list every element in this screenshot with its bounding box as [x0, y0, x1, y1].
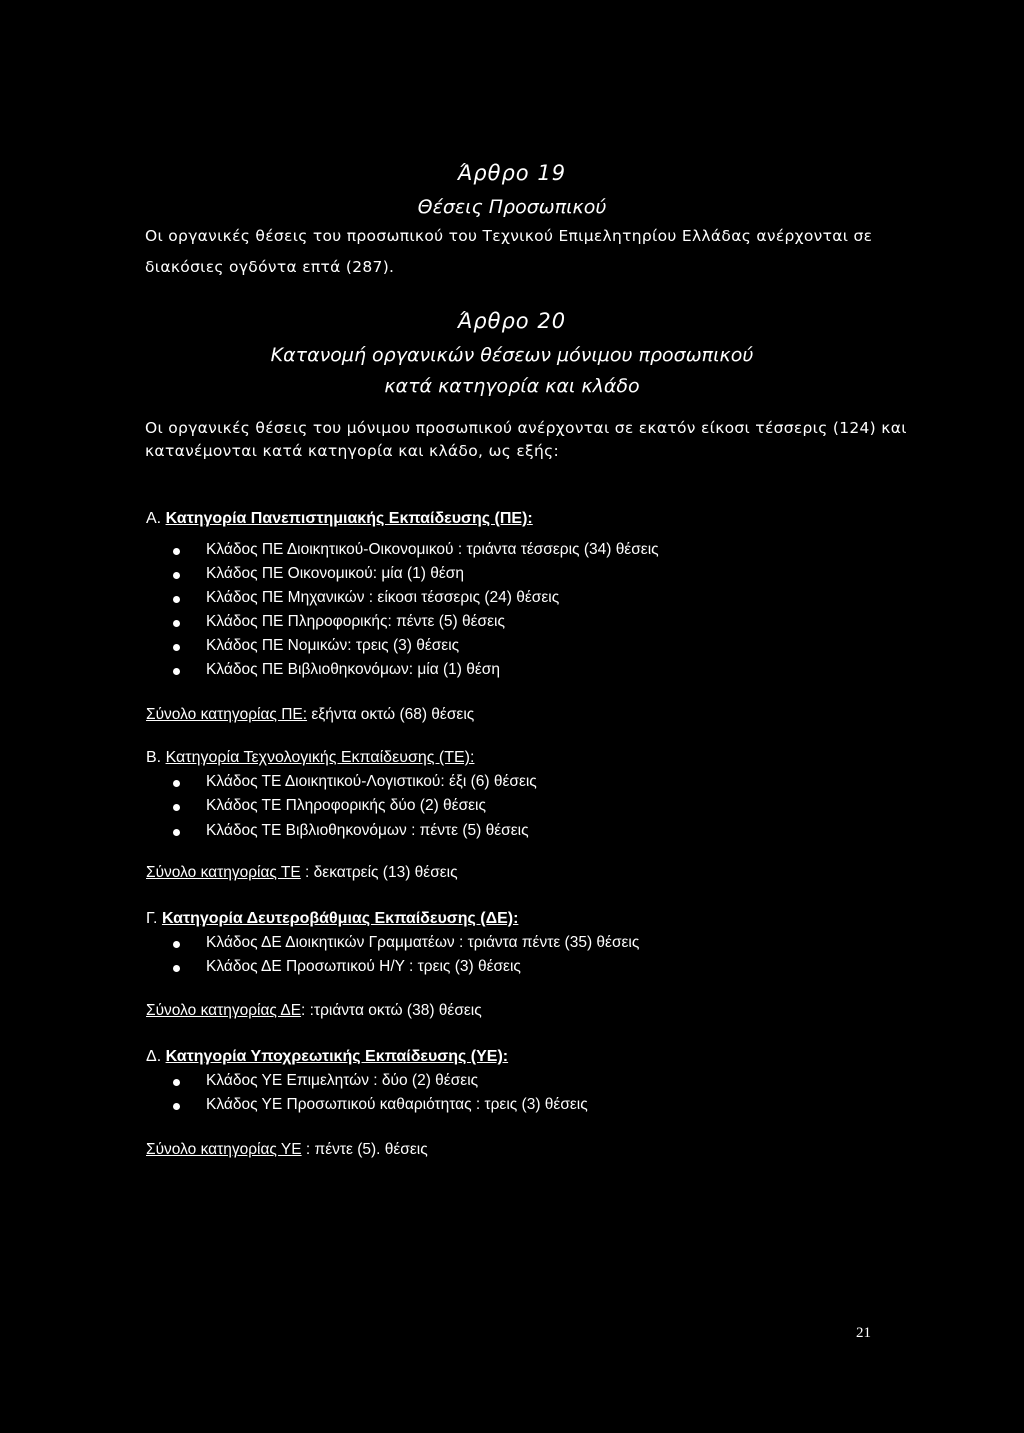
category-de-total	[146, 1002, 482, 1020]
category-de-prefix: Γ.	[146, 910, 162, 927]
category-te-prefix: Β.	[146, 749, 166, 766]
category-ye-total	[146, 1141, 428, 1159]
category-pe-prefix: Α.	[146, 510, 166, 527]
list-item: Κλάδος ΔΕ Προσωπικού Η/Υ : τρεις (3) θέσεις	[206, 958, 521, 975]
category-de-heading	[146, 910, 518, 928]
article-19-title: Άρθρο 19	[457, 161, 567, 185]
category-pe-total-label: Σύνολο κατηγορίας ΠΕ:	[146, 706, 308, 723]
list-item: Κλάδος ΠΕ Οικονομικού: μία (1) θέση	[206, 565, 464, 582]
category-ye-title: Κατηγορία Υποχρεωτικής Εκπαίδευσης (ΥΕ):	[165, 1048, 509, 1065]
article-20-subtitle-line2: κατά κατηγορία και κλάδο	[384, 375, 640, 397]
bullet-icon	[173, 668, 180, 675]
article-20-subtitle-line1: Κατανομή οργανικών θέσεων μόνιμου προσωπικού	[270, 344, 754, 366]
list-item: Κλάδος ΥΕ Προσωπικού καθαριότητας : τρεις (3) θέσεις	[206, 1096, 588, 1113]
article-20-paragraph-line1: Οι οργανικές θέσεις του μόνιμου προσωπικού ανέρχονται σε εκατόν είκοσι τέσσερις (124) και	[145, 419, 907, 437]
bullet-icon	[173, 620, 180, 627]
bullet-icon	[173, 596, 180, 603]
bullet-icon	[173, 780, 180, 787]
category-pe-total-value: εξήντα οκτώ (68) θέσεις	[307, 706, 475, 723]
category-de-total-value: : :τριάντα οκτώ (38) θέσεις	[301, 1002, 482, 1019]
bullet-icon	[173, 965, 180, 972]
list-item: Κλάδος ΤΕ Πληροφορικής δύο (2) θέσεις	[206, 797, 486, 814]
category-de-title: Κατηγορία Δευτεροβάθμιας Εκπαίδευσης (ΔΕ):	[161, 910, 519, 927]
list-item: Κλάδος ΠΕ Μηχανικών : είκοσι τέσσερις (24) θέσεις	[206, 589, 560, 606]
list-item: Κλάδος ΠΕ Νομικών: τρεις (3) θέσεις	[206, 637, 460, 654]
category-pe-total	[146, 706, 474, 724]
page-number: 21	[856, 1325, 871, 1341]
category-ye-prefix: Δ.	[146, 1048, 166, 1065]
category-pe-title: Κατηγορία Πανεπιστημιακής Εκπαίδευσης (ΠΕ):	[165, 510, 533, 527]
bullet-icon	[173, 644, 180, 651]
category-ye-total-value: : πέντε (5). θέσεις	[301, 1141, 428, 1158]
bullet-icon	[173, 829, 180, 836]
list-item: Κλάδος ΠΕ Βιβλιοθηκονόμων: μία (1) θέση	[206, 661, 500, 678]
article-19-line1-text: Οι οργανικές θέσεις του προσωπικού του Τεχνικού Επιμελητηρίου Ελλάδας ανέρχονται σε	[145, 227, 873, 245]
article-20-paragraph-line2: κατανέμονται κατά κατηγορία και κλάδο, ως εξής:	[145, 442, 560, 460]
list-item: Κλάδος ΠΕ Διοικητικού-Οικονομικού : τριάντα τέσσερις (34) θέσεις	[206, 541, 659, 558]
bullet-icon	[173, 548, 180, 555]
bullet-icon	[173, 1103, 180, 1110]
category-ye-total-label: Σύνολο κατηγορίας ΥΕ	[146, 1141, 302, 1158]
article-19-paragraph-line2: διακόσιες ογδόντα επτά (287).	[145, 258, 395, 276]
bullet-icon	[173, 941, 180, 948]
category-te-total-value: : δεκατρείς (13) θέσεις	[300, 864, 458, 881]
list-item: Κλάδος ΠΕ Πληροφορικής: πέντε (5) θέσεις	[206, 613, 505, 630]
category-de-total-label: Σύνολο κατηγορίας ΔΕ	[146, 1002, 302, 1019]
list-item: Κλάδος ΤΕ Διοικητικού-Λογιστικού: έξι (6) θέσεις	[206, 773, 537, 790]
category-te-heading	[146, 749, 474, 767]
list-item: Κλάδος ΔΕ Διοικητικών Γραμματέων : τριάντα πέντε (35) θέσεις	[206, 934, 640, 951]
category-te-title: Κατηγορία Τεχνολογικής Εκπαίδευσης (ΤΕ):	[165, 749, 475, 766]
article-20-title: Άρθρο 20	[457, 309, 567, 333]
list-item: Κλάδος ΤΕ Βιβλιοθηκονόμων : πέντε (5) θέσεις	[206, 822, 529, 839]
bullet-icon	[173, 1079, 180, 1086]
list-item: Κλάδος ΥΕ Επιμελητών : δύο (2) θέσεις	[206, 1072, 479, 1089]
article-19-paragraph-line1	[145, 227, 873, 245]
bullet-icon	[173, 572, 180, 579]
category-pe-heading	[146, 510, 533, 528]
bullet-icon	[173, 804, 180, 811]
category-te-total-label: Σύνολο κατηγορίας ΤΕ	[146, 864, 301, 881]
article-19-subtitle: Θέσεις Προσωπικού	[417, 196, 607, 218]
category-ye-heading	[146, 1048, 508, 1066]
category-te-total	[146, 864, 458, 882]
